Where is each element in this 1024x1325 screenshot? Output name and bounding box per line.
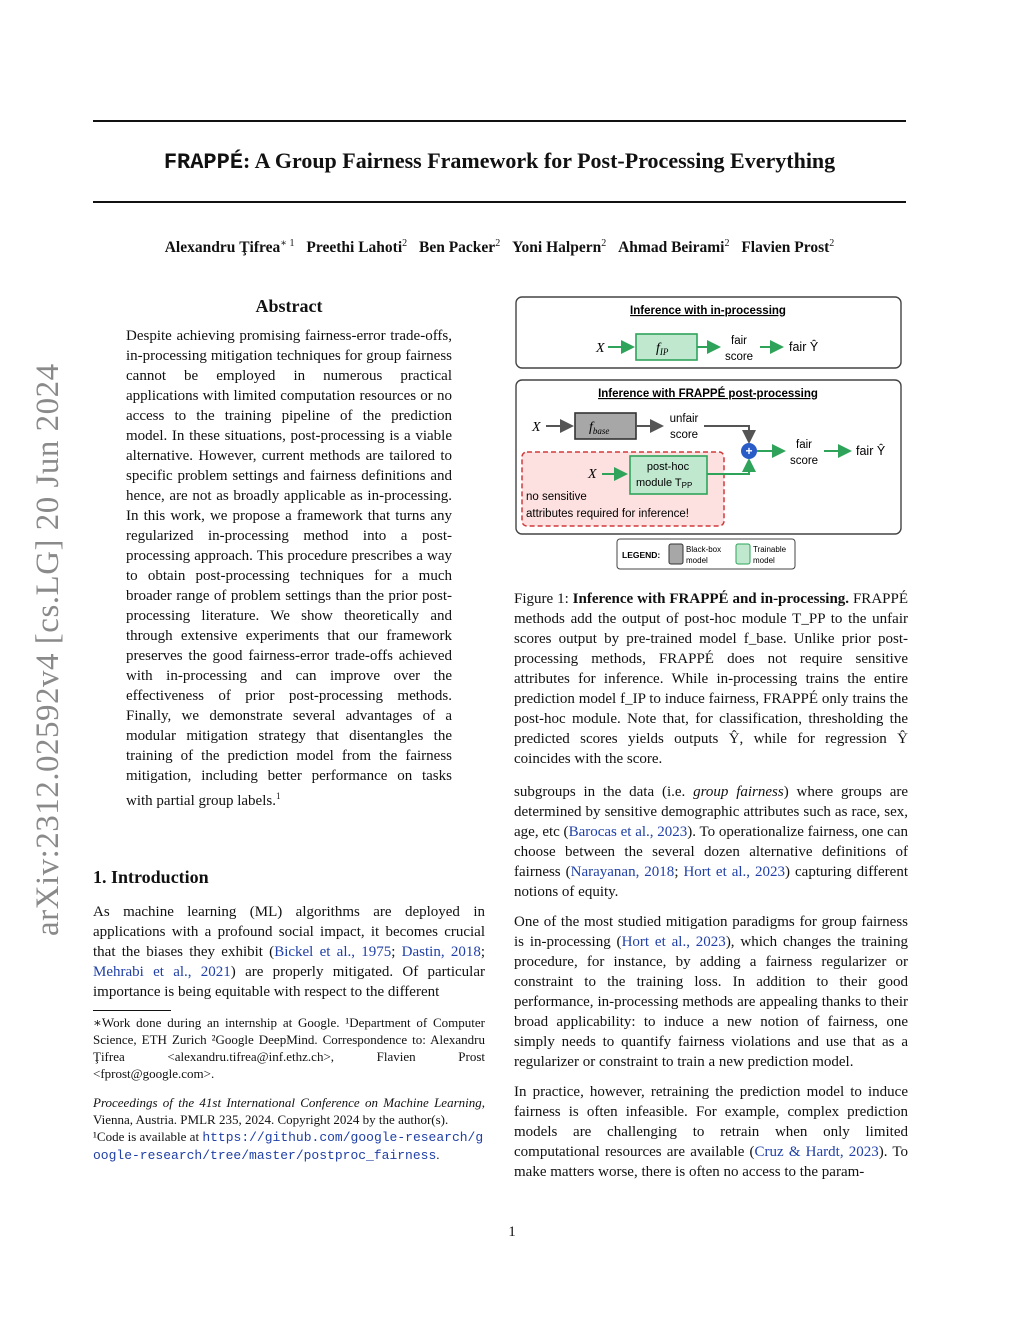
- citation-link[interactable]: Narayanan, 2018: [570, 864, 675, 880]
- svg-text:LEGEND:: LEGEND:: [622, 550, 661, 560]
- author: Flavien Prost$^2$: [741, 238, 835, 257]
- author: Ahmad Beirami$^2$: [618, 238, 730, 257]
- svg-text:fair: fair: [796, 439, 812, 451]
- citation-link[interactable]: Bickel et al., 1975: [274, 944, 392, 960]
- footnote-proceedings: Proceedings of the 41st International Conference on Machine Learning, Vienna, Austria. PMLR 235, 2024. Copyright 2024 by the author(s).: [93, 1095, 485, 1127]
- author: Ben Packer$^2$: [419, 238, 501, 257]
- footnote-affiliations: ∗Work done during an internship at Google. ¹Department of Computer Science, ETH Zurich ²Google DeepMind. Correspondence to: Alexandru Ţifrea <alexandru.tifrea@inf.ethz.ch>, Flavien Prost <fprost@google.com>.: [93, 1015, 485, 1081]
- svg-text:fbase: $f_{base}$: [589, 420, 610, 436]
- footnote-mark[interactable]: 1: [275, 791, 281, 801]
- title-frappe: FRAPPÉ: [163, 150, 244, 175]
- fair-output-label: fair Ŷ: [789, 340, 819, 354]
- paragraph: One of the most studied mitigation paradigms for group fairness is in-processing (Hort et al., 2023), which changes the training procedure, for instance, by adding a fairness regularizer or constraint to the training loss. In addition to their good performance, in-processing methods are appealing thanks to their broad applicability: to induce a new notion of fairness, one simply needs to quantify fairness violations and use that as a regularizer or constraint to train a new prediction model.: [514, 914, 908, 1070]
- svg-text:X: X: [588, 467, 597, 482]
- svg-text:Black-box: Black-box: [686, 545, 722, 554]
- svg-text:score: score: [669, 429, 699, 441]
- title-bottom-rule: [93, 201, 906, 203]
- arxiv-stamp: arXiv:2312.02592v4 [cs.LG] 20 Jun 2024: [30, 363, 66, 936]
- svg-text:model: model: [686, 556, 708, 565]
- paper-title: [93, 148, 906, 175]
- paragraph: subgroups in the data (i.e. group fairness) where groups are determined by sensitive demographic attributes such as race, sex, age, etc (Barocas et al., 2023). To operationalize fairness, one can choose between the several dozen alternative definitions of fairness (Narayanan, 2018; Hort et al., 2023) capturing different notions of equity.: [514, 784, 908, 900]
- frappe-title: Inference with FRAPPÉ post-processing: [598, 388, 818, 400]
- svg-text:score: score: [789, 455, 819, 467]
- citation-link[interactable]: Cruz & Hardt, 2023: [754, 1144, 879, 1160]
- legend-blackbox-swatch: [669, 544, 683, 564]
- citation-link[interactable]: Dastin, 2018: [401, 944, 481, 960]
- citation-link[interactable]: Barocas et al., 2023: [568, 824, 688, 840]
- author: Preethi Lahoti$^2$: [306, 238, 408, 257]
- top-rule: [93, 120, 906, 122]
- author: Yoni Halpern$^2$: [512, 238, 607, 257]
- author: Alexandru Ţifrea$^{∗ 1}$: [164, 238, 295, 257]
- svg-text:+: +: [745, 444, 753, 458]
- figure-caption: Figure 1: Inference with FRAPPÉ and in-processing. FRAPPÉ methods add the output of post-hoc module T_PP to the unfair scores output by pre-trained model f_base. Unlike prior post-processing methods, FRAPPÉ does not require sensitive attributes for inference. While in-processing trains the entire prediction model f_IP to induce fairness, FRAPPÉ only trains the post-hoc module. Note that, for classification, thresholding the predicted scores yields outputs Ŷ, while for regression Ŷ coincides with the score.: [514, 591, 908, 767]
- author-list: [93, 238, 906, 257]
- footnote-rule: [93, 1010, 171, 1011]
- legend-trainable-swatch: [736, 544, 750, 564]
- paragraph: In practice, however, retraining the prediction model to induce fairness is often infeasible. For example, complex prediction models are challenging to retrain when only limited computational resources are available (Cruz & Hardt, 2023). To make matters worse, there is often no access to the param-: [514, 1084, 908, 1180]
- title-rest: : A Group Fairness Framework for Post-Processing Everything: [243, 148, 836, 173]
- footnote-code: ¹Code is available at https://github.com/google-research/google-research/tree/master/postproc_fairness.: [93, 1129, 484, 1163]
- svg-text:fIP: $f_{IP}$: [656, 341, 669, 357]
- x-input-label: X: [596, 341, 605, 356]
- figure-1-diagram: [514, 294, 906, 574]
- inprocessing-title: Inference with in-processing: [630, 305, 786, 317]
- svg-text:X: X: [532, 420, 541, 435]
- svg-text:fair Ŷ: fair Ŷ: [856, 444, 886, 458]
- svg-text:post-hoc: post-hoc: [646, 461, 690, 473]
- citation-link[interactable]: Mehrabi et al., 2021: [93, 964, 231, 980]
- svg-text:no sensitive: no sensitive: [526, 491, 587, 503]
- introduction-heading: 1. Introduction: [93, 867, 209, 887]
- introduction-text: As machine learning (ML) algorithms are deployed in applications with a profound social impact, it becomes crucial that the biases they exhibit (Bickel et al., 1975; Dastin, 2018; Mehrabi et al., 2021) are properly mitigated. Of particular importance is being equitable with respect to the different: [93, 904, 485, 1000]
- abstract-text: Despite achieving promising fairness-error trade-offs, in-processing mitigation techniques for group fairness cannot be employed in numerous practical applications with limited computation resources or no access to the training pipeline of the prediction model. In these situations, post-processing is a viable alternative. However, current methods are tailored to specific problem settings and fairness definitions and hence, are not as broadly applicable as in-processing. In this work, we propose a framework that turns any regularized in-processing method into a post-processing approach. This procedure prescribes a way to obtain post-processing techniques for a much broader range of problem settings than the prior post-processing literature. We show theoretically and through extensive experiments that our framework preserves the good fairness-error trade-offs achieved with in-processing and can improve over the effectiveness of prior post-processing methods. Finally, we demonstrate several advantages of a modular mitigation strategy that disentangles the training of the prediction model from the fairness mitigation, including better performance on tasks with partial group labels.$^1$: [126, 328, 452, 809]
- svg-text:attributes required for infere: attributes required for inference!: [526, 508, 690, 520]
- svg-text:Trainable: Trainable: [753, 545, 787, 554]
- svg-text:fair: fair: [731, 335, 747, 347]
- svg-text:model: model: [753, 556, 775, 565]
- svg-text:module TPP: module TPP: [636, 477, 693, 490]
- page-number: 1: [508, 1224, 516, 1240]
- footnotes: [93, 1014, 485, 1164]
- right-column-text: [514, 782, 908, 1182]
- svg-text:unfair: unfair: [669, 413, 699, 425]
- svg-text:score: score: [724, 351, 754, 363]
- abstract-heading: Abstract: [255, 296, 323, 316]
- citation-link[interactable]: Hort et al., 2023: [683, 864, 786, 880]
- code-url-link[interactable]: https://github.com/google-research/google-research/tree/master/postproc_fairness: [93, 1130, 484, 1163]
- citation-link[interactable]: Hort et al., 2023: [621, 934, 726, 950]
